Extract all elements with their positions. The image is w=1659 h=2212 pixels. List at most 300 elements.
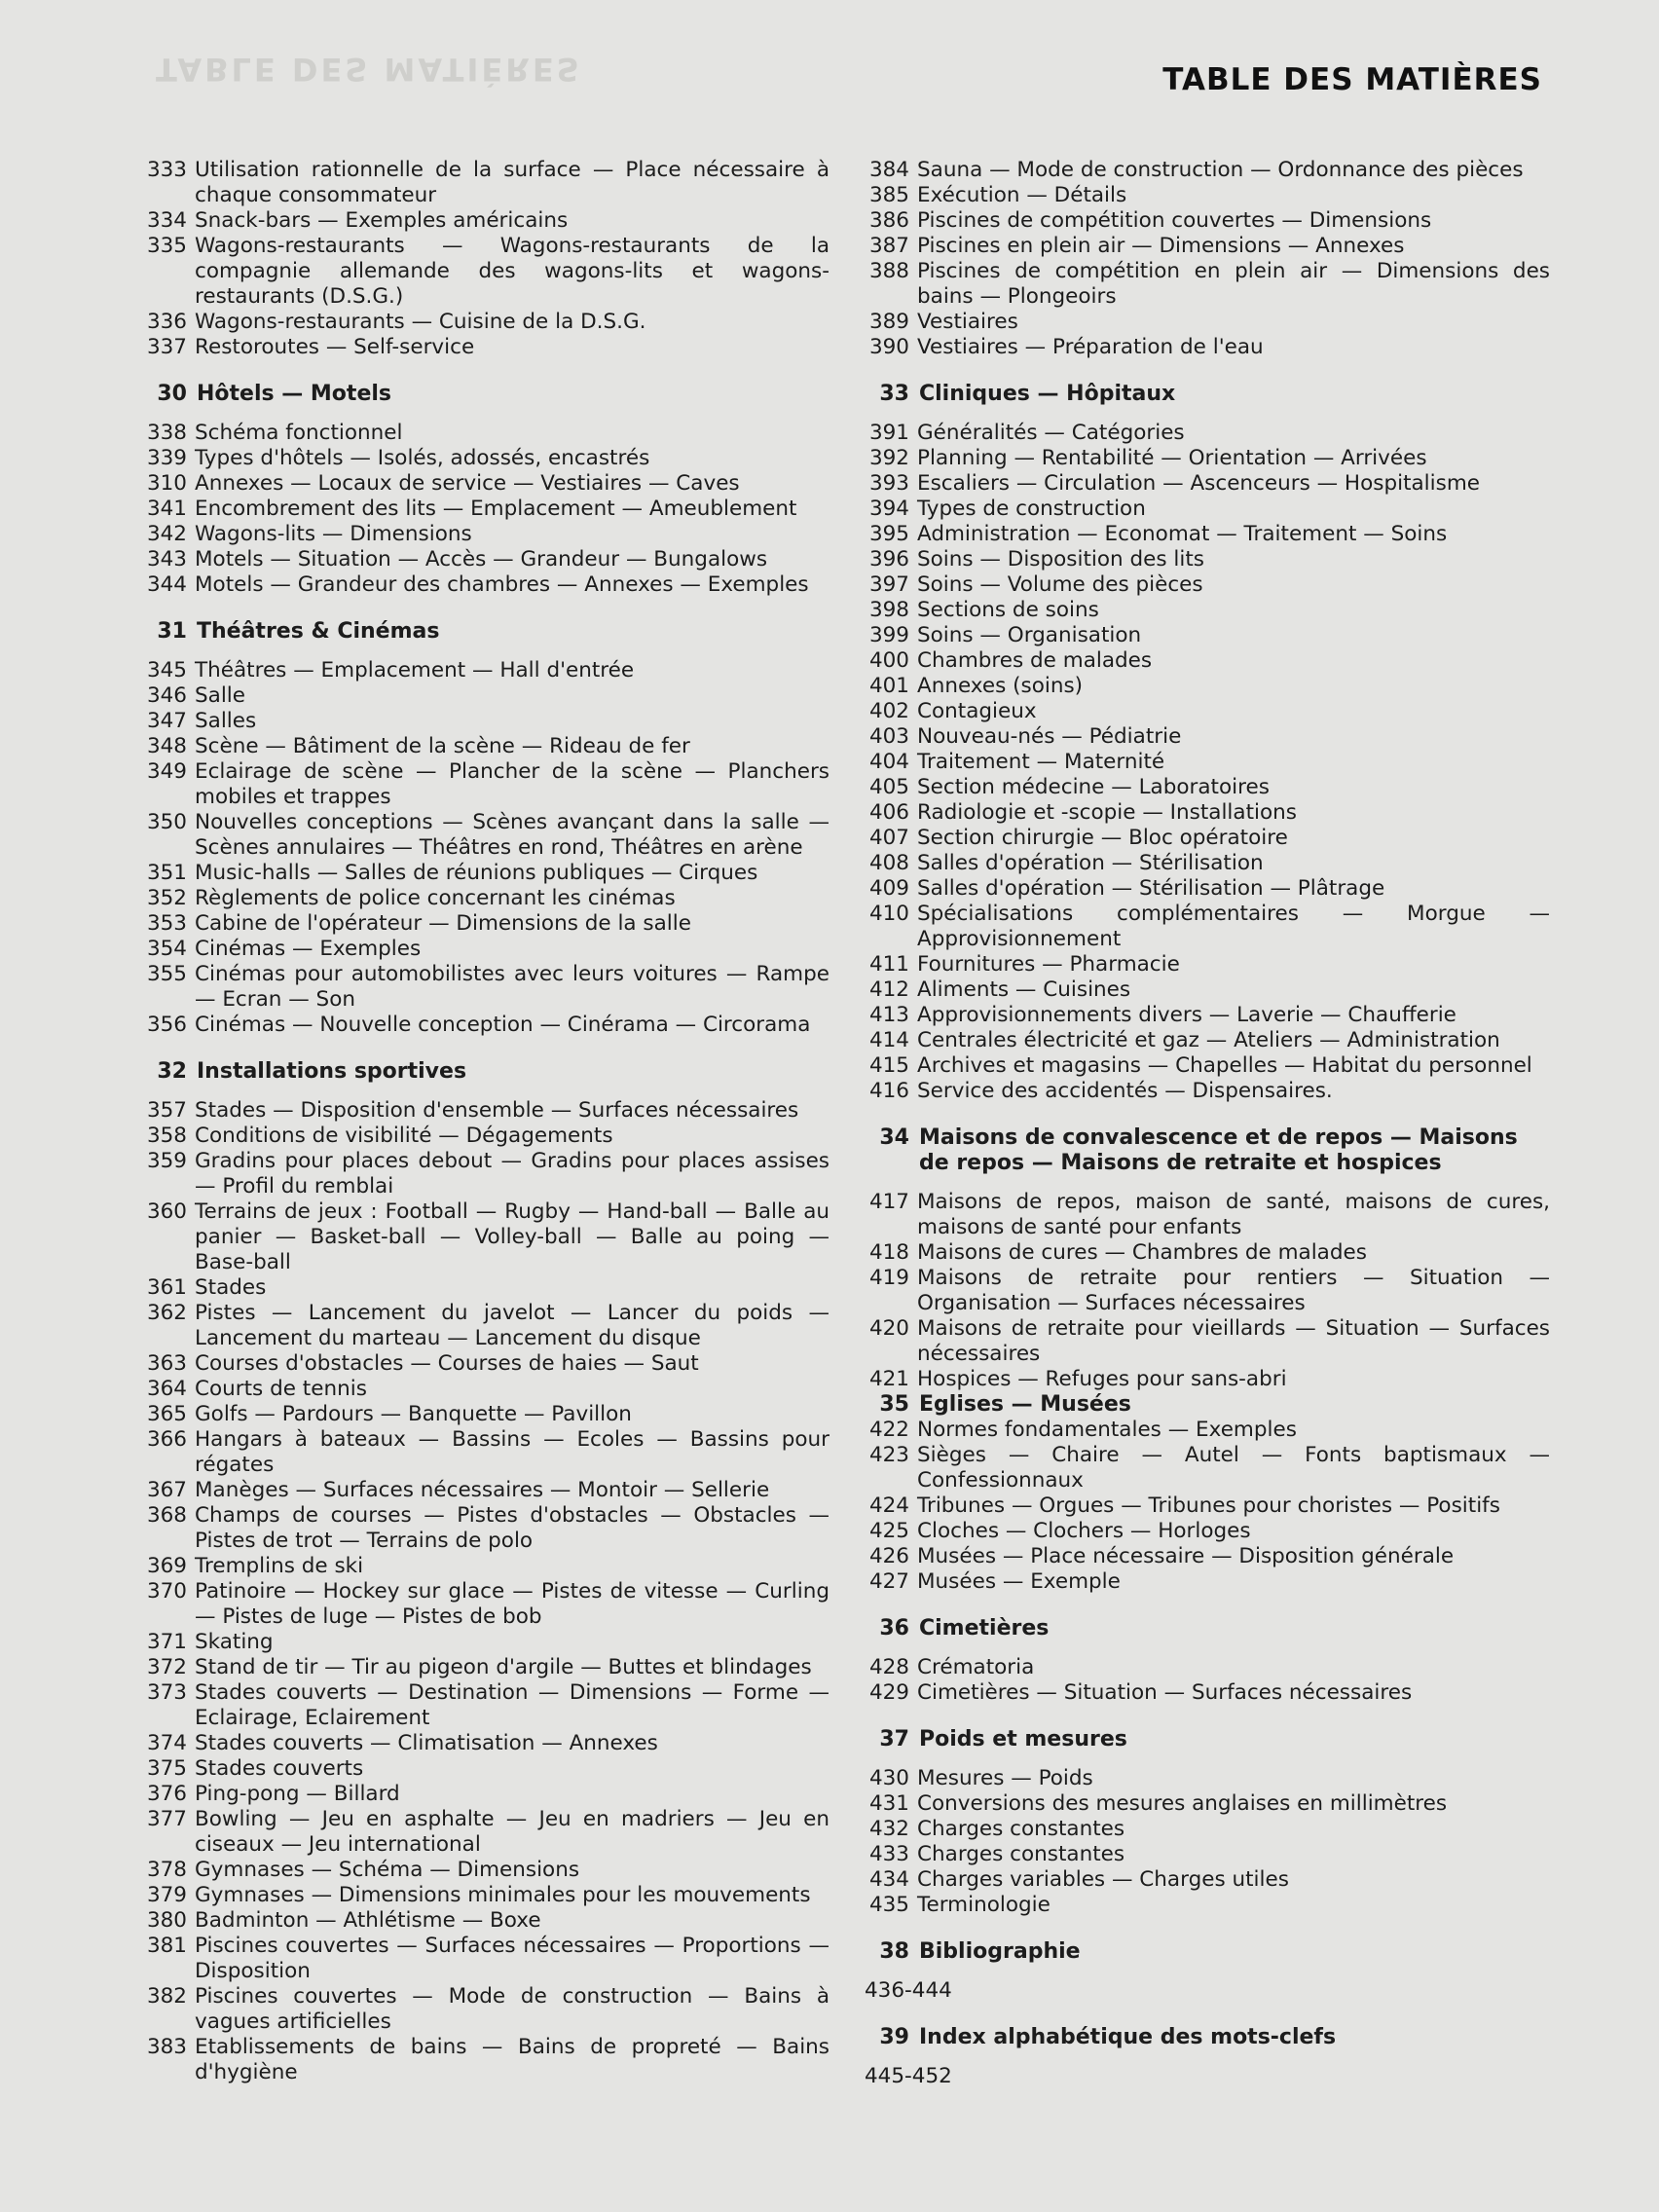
- entry-text: Motels — Situation — Accès — Grandeur — Bungalows: [195, 547, 768, 571]
- toc-entry: [865, 497, 1550, 522]
- entry-number: 396: [868, 547, 909, 571]
- entry-number: 395: [868, 522, 909, 546]
- entry-text: Approvisionnements divers — Laverie — Chaufferie: [917, 1003, 1456, 1027]
- toc-entry: [865, 1519, 1550, 1544]
- toc-entry: [865, 1240, 1550, 1266]
- toc-entry: [142, 1275, 830, 1301]
- toc-entry: [142, 497, 830, 522]
- toc-entry: [142, 1199, 830, 1275]
- entry-text: Soins — Organisation: [917, 623, 1142, 647]
- toc-entry: [865, 471, 1550, 497]
- toc-entry: [865, 952, 1550, 977]
- section-number: 38: [879, 1939, 909, 1964]
- entry-text: Théâtres — Emplacement — Hall d'entrée: [195, 658, 635, 682]
- entry-number: 372: [146, 1655, 187, 1679]
- section-number: 32: [157, 1059, 187, 1084]
- entry-number: 414: [868, 1028, 909, 1052]
- section-title: Bibliographie: [919, 1939, 1081, 1964]
- toc-entry: [865, 183, 1550, 208]
- entry-text: Piscines couvertes — Mode de construction — Bains à vagues artificielles: [195, 1984, 830, 2034]
- section-heading: [142, 1059, 830, 1085]
- entry-text: Stand de tir — Tir au pigeon d'argile — Buttes et blindages: [195, 1655, 812, 1679]
- toc-entry: [865, 1766, 1550, 1791]
- entry-number: 416: [868, 1079, 909, 1103]
- toc-entry: [142, 1301, 830, 1351]
- entry-text: Sièges — Chaire — Autel — Fonts baptismaux — Confessionnaux: [917, 1443, 1550, 1493]
- entry-text: Champs de courses — Pistes d'obstacles — Obstacles — Pistes de trot — Terrains de polo: [195, 1503, 830, 1553]
- entry-number: 371: [146, 1630, 187, 1654]
- section-title: Eglises — Musées: [919, 1392, 1131, 1417]
- entry-text: Hospices — Refuges pour sans-abri: [917, 1367, 1287, 1391]
- entry-number: 408: [868, 851, 909, 875]
- toc-entry: [142, 1934, 830, 1984]
- entry-number: 380: [146, 1908, 187, 1933]
- entry-number: 345: [146, 658, 187, 682]
- entry-number: 310: [146, 471, 187, 496]
- entry-text: Piscines de compétition couvertes — Dimensions: [917, 208, 1432, 233]
- entry-text: Charges constantes: [917, 1842, 1125, 1866]
- entry-text: Stades couverts — Climatisation — Annexes: [195, 1731, 658, 1755]
- toc-entry: [865, 598, 1550, 623]
- entry-number: 360: [146, 1199, 187, 1224]
- entry-text: Types d'hôtels — Isolés, adossés, encastrés: [195, 446, 650, 470]
- toc-entry: [142, 547, 830, 572]
- toc-entry: [865, 800, 1550, 826]
- toc-entry: [142, 1579, 830, 1630]
- entry-number: 427: [868, 1569, 909, 1594]
- entry-number: 401: [868, 674, 909, 698]
- entry-text: Motels — Grandeur des chambres — Annexes — Exemples: [195, 572, 809, 597]
- toc-entry: [865, 1316, 1550, 1367]
- entry-number: 429: [868, 1680, 909, 1705]
- entry-text: Restoroutes — Self-service: [195, 335, 475, 359]
- entry-text: Maisons de retraite pour rentiers — Situation — Organisation — Surfaces nécessaires: [917, 1266, 1550, 1315]
- entry-text: Eclairage de scène — Plancher de la scène — Planchers mobiles et trappes: [195, 759, 830, 809]
- entry-number: 397: [868, 572, 909, 597]
- entry-number: 419: [868, 1266, 909, 1290]
- toc-entry: [865, 259, 1550, 310]
- page-range: 436-444: [865, 1978, 952, 2003]
- toc-entry: [865, 1443, 1550, 1493]
- entry-number: 383: [146, 2035, 187, 2059]
- entry-text: Cloches — Clochers — Horloges: [917, 1519, 1251, 1543]
- toc-entry: [142, 446, 830, 471]
- toc-entry: [865, 623, 1550, 648]
- entry-number: 428: [868, 1655, 909, 1679]
- toc-entry: [865, 208, 1550, 234]
- entry-number: 423: [868, 1443, 909, 1467]
- toc-entry: [142, 310, 830, 335]
- entry-text: Annexes (soins): [917, 674, 1084, 698]
- entry-number: 425: [868, 1519, 909, 1543]
- entry-number: 334: [146, 208, 187, 233]
- entry-number: 406: [868, 800, 909, 825]
- entry-text: Mesures — Poids: [917, 1766, 1093, 1790]
- page-range: 445-452: [865, 2064, 952, 2088]
- entry-number: 374: [146, 1731, 187, 1755]
- section-heading: [865, 1727, 1550, 1752]
- toc-entry: [142, 1377, 830, 1402]
- toc-entry: [142, 1098, 830, 1124]
- toc-entry: [142, 1883, 830, 1908]
- entry-text: Skating: [195, 1630, 274, 1654]
- toc-entry: [865, 977, 1550, 1003]
- entry-text: Maisons de retraite pour vieillards — Situation — Surfaces nécessaires: [917, 1316, 1550, 1366]
- entry-text: Hangars à bateaux — Bassins — Ecoles — Bassins pour régates: [195, 1427, 830, 1477]
- entry-text: Sauna — Mode de construction — Ordonnance des pièces: [917, 158, 1524, 182]
- entry-text: Traitement — Maternité: [917, 750, 1165, 774]
- section-number: 37: [879, 1727, 909, 1751]
- entry-number: 435: [868, 1893, 909, 1917]
- toc-entry: [865, 724, 1550, 750]
- entry-text: Cimetières — Situation — Surfaces nécessaires: [917, 1680, 1413, 1705]
- entry-text: Piscines de compétition en plein air — Dimensions des bains — Plongeoirs: [917, 259, 1550, 309]
- section-heading: [865, 2025, 1550, 2050]
- section-heading: [865, 1616, 1550, 1641]
- entry-text: Tribunes — Orgues — Tribunes pour choristes — Positifs: [917, 1493, 1500, 1518]
- toc-entry: [865, 421, 1550, 446]
- entry-number: 377: [146, 1807, 187, 1831]
- entry-text: Nouvelles conceptions — Scènes avançant dans la salle — Scènes annulaires — Théâtres en rond, Théâtres en arène: [195, 810, 830, 860]
- entry-text: Radiologie et -scopie — Installations: [917, 800, 1297, 825]
- entry-number: 339: [146, 446, 187, 470]
- section-heading: [142, 619, 830, 645]
- entry-number: 351: [146, 861, 187, 885]
- toc-entry: [865, 1266, 1550, 1316]
- section-number: 34: [879, 1125, 909, 1150]
- entry-number: 398: [868, 598, 909, 622]
- toc-entry: [865, 1817, 1550, 1842]
- toc-entry: [865, 234, 1550, 259]
- entry-text: Patinoire — Hockey sur glace — Pistes de vitesse — Curling — Pistes de luge — Pistes de bob: [195, 1579, 830, 1629]
- entry-number: 421: [868, 1367, 909, 1391]
- toc-entry: [865, 1053, 1550, 1079]
- toc-entry: [865, 1569, 1550, 1595]
- toc-entry: [142, 709, 830, 734]
- entry-number: 337: [146, 335, 187, 359]
- entry-number: 407: [868, 826, 909, 850]
- toc-entry: [865, 648, 1550, 674]
- entry-text: Etablissements de bains — Bains de propreté — Bains d'hygiène: [195, 2035, 830, 2084]
- entry-number: 422: [868, 1418, 909, 1442]
- entry-number: 362: [146, 1301, 187, 1325]
- entry-number: 415: [868, 1053, 909, 1078]
- toc-entry: [142, 572, 830, 598]
- entry-number: 368: [146, 1503, 187, 1528]
- toc-entry: [865, 1867, 1550, 1893]
- toc-entry: [142, 522, 830, 547]
- toc-entry: [142, 158, 830, 208]
- toc-entry: [865, 1655, 1550, 1680]
- entry-number: 370: [146, 1579, 187, 1604]
- toc-entry: [142, 471, 830, 497]
- entry-number: 426: [868, 1544, 909, 1568]
- section-title: Poids et mesures: [919, 1727, 1127, 1751]
- entry-text: Contagieux: [917, 699, 1037, 723]
- toc-entry: [865, 547, 1550, 572]
- toc-entry: [865, 446, 1550, 471]
- entry-text: Centrales électricité et gaz — Ateliers — Administration: [917, 1028, 1500, 1052]
- entry-text: Règlements de police concernant les cinémas: [195, 886, 676, 910]
- section-number: 36: [879, 1616, 909, 1641]
- entry-number: 354: [146, 937, 187, 961]
- entry-text: Conversions des mesures anglaises en millimètres: [917, 1791, 1448, 1816]
- toc-entry: [865, 699, 1550, 724]
- entry-text: Charges variables — Charges utiles: [917, 1867, 1289, 1892]
- toc-entry: [142, 1351, 830, 1377]
- entry-number: 417: [868, 1190, 909, 1214]
- toc-entry: [865, 310, 1550, 335]
- entry-number: 400: [868, 648, 909, 673]
- entry-number: 385: [868, 183, 909, 207]
- entry-number: 392: [868, 446, 909, 470]
- section-heading: [865, 382, 1550, 407]
- toc-entry: [142, 2035, 830, 2085]
- toc-entry: [865, 1493, 1550, 1519]
- entry-number: 410: [868, 902, 909, 926]
- entry-number: 378: [146, 1858, 187, 1882]
- toc-entry: [142, 1478, 830, 1503]
- toc-entry: [142, 861, 830, 886]
- entry-number: 388: [868, 259, 909, 283]
- toc-entry: [865, 158, 1550, 183]
- entry-text: Gymnases — Dimensions minimales pour les mouvements: [195, 1883, 811, 1907]
- section-title: Index alphabétique des mots-clefs: [919, 2025, 1337, 2049]
- toc-entry: [142, 1984, 830, 2035]
- toc-entry: [142, 658, 830, 683]
- toc-entry: [142, 1427, 830, 1478]
- entry-number: 403: [868, 724, 909, 749]
- entry-number: 430: [868, 1766, 909, 1790]
- entry-number: 376: [146, 1782, 187, 1806]
- entry-number: 409: [868, 876, 909, 901]
- toc-entry: [865, 826, 1550, 851]
- section-number: 33: [879, 382, 909, 406]
- section-title: Maisons de convalescence et de repos — Maisons de repos — Maisons de retraite et hospices: [919, 1125, 1518, 1175]
- toc-entry: [865, 851, 1550, 876]
- entry-text: Courts de tennis: [195, 1377, 367, 1401]
- toc-entry: [142, 734, 830, 759]
- entry-number: 358: [146, 1124, 187, 1148]
- entry-text: Nouveau-nés — Pédiatrie: [917, 724, 1182, 749]
- toc-entry: [142, 1124, 830, 1149]
- entry-number: 402: [868, 699, 909, 723]
- toc-entry: [142, 234, 830, 310]
- entry-number: 393: [868, 471, 909, 496]
- entry-text: Soins — Disposition des lits: [917, 547, 1204, 571]
- toc-entry: [865, 674, 1550, 699]
- entry-number: 355: [146, 962, 187, 986]
- toc-entry: [865, 1544, 1550, 1569]
- entry-text: Cabine de l'opérateur — Dimensions de la salle: [195, 911, 691, 936]
- toc-entry: [142, 1554, 830, 1579]
- entry-number: 344: [146, 572, 187, 597]
- entry-text: Ping-pong — Billard: [195, 1782, 400, 1806]
- entry-number: 365: [146, 1402, 187, 1426]
- entry-text: Wagons-restaurants — Wagons-restaurants de la compagnie allemande des wagons-lits et wagons-restaurants (D.S.G.): [195, 234, 830, 309]
- entry-text: Gymnases — Schéma — Dimensions: [195, 1858, 580, 1882]
- entry-number: 346: [146, 683, 187, 708]
- toc-entry: [142, 1858, 830, 1883]
- entry-text: Cinémas pour automobilistes avec leurs voitures — Rampe — Ecran — Son: [195, 962, 830, 1012]
- entry-number: 343: [146, 547, 187, 571]
- entry-number: 335: [146, 234, 187, 258]
- toc-entry: [865, 1791, 1550, 1817]
- entry-text: Maisons de cures — Chambres de malades: [917, 1240, 1367, 1265]
- entry-number: 387: [868, 234, 909, 258]
- entry-text: Schéma fonctionnel: [195, 421, 403, 445]
- entry-number: 411: [868, 952, 909, 977]
- entry-text: Charges constantes: [917, 1817, 1125, 1841]
- entry-text: Aliments — Cuisines: [917, 977, 1131, 1002]
- toc-entry: [142, 421, 830, 446]
- entry-number: 379: [146, 1883, 187, 1907]
- section-number: 30: [157, 382, 187, 406]
- entry-text: Badminton — Athlétisme — Boxe: [195, 1908, 541, 1933]
- entry-text: Escaliers — Circulation — Ascenceurs — Hospitalisme: [917, 471, 1481, 496]
- entry-text: Encombrement des lits — Emplacement — Ameublement: [195, 497, 797, 521]
- toc-entry: [865, 876, 1550, 902]
- toc-entry: [142, 1402, 830, 1427]
- bleed-through-title: TABLE DES MATIÈRES: [156, 51, 582, 88]
- entry-number: 381: [146, 1934, 187, 1958]
- toc-entry: [142, 962, 830, 1013]
- entry-text: Courses d'obstacles — Courses de haies — Saut: [195, 1351, 699, 1376]
- entry-text: Gradins pour places debout — Gradins pour places assises — Profil du remblai: [195, 1149, 830, 1198]
- entry-text: Stades — Disposition d'ensemble — Surfaces nécessaires: [195, 1098, 799, 1123]
- entry-number: 413: [868, 1003, 909, 1027]
- toc-entry: [142, 1731, 830, 1756]
- entry-text: Pistes — Lancement du javelot — Lancer du poids — Lancement du marteau — Lancement du disque: [195, 1301, 830, 1350]
- entry-number: 389: [868, 310, 909, 334]
- entry-text: Wagons-lits — Dimensions: [195, 522, 472, 546]
- section-number: 39: [879, 2025, 909, 2049]
- entry-text: Section chirurgie — Bloc opératoire: [917, 826, 1288, 850]
- toc-entry: [142, 1680, 830, 1731]
- entry-number: 356: [146, 1013, 187, 1037]
- toc-entry: [142, 335, 830, 360]
- toc-entry: [142, 1655, 830, 1680]
- entry-text: Normes fondamentales — Exemples: [917, 1418, 1297, 1442]
- entry-text: Snack-bars — Exemples américains: [195, 208, 569, 233]
- toc-entry: [865, 522, 1550, 547]
- entry-text: Sections de soins: [917, 598, 1099, 622]
- entry-text: Types de construction: [917, 497, 1146, 521]
- page-title: TABLE DES MATIÈRES: [1162, 62, 1542, 97]
- entry-text: Soins — Volume des pièces: [917, 572, 1203, 597]
- toc-column-left: [142, 158, 830, 2085]
- entry-text: Salles: [195, 709, 257, 733]
- entry-number: 375: [146, 1756, 187, 1781]
- entry-number: 342: [146, 522, 187, 546]
- toc-entry: [865, 1842, 1550, 1867]
- entry-text: Vestiaires — Préparation de l'eau: [917, 335, 1264, 359]
- entry-text: Stades couverts: [195, 1756, 364, 1781]
- entry-number: 424: [868, 1493, 909, 1518]
- entry-text: Piscines couvertes — Surfaces nécessaires — Proportions — Disposition: [195, 1934, 830, 1983]
- section-heading: [865, 1939, 1550, 1965]
- entry-number: 418: [868, 1240, 909, 1265]
- entry-number: 353: [146, 911, 187, 936]
- entry-number: 394: [868, 497, 909, 521]
- entry-number: 373: [146, 1680, 187, 1705]
- toc-entry: [142, 911, 830, 937]
- toc-entry: [142, 886, 830, 911]
- section-number: 31: [157, 619, 187, 644]
- entry-number: 404: [868, 750, 909, 774]
- entry-text: Utilisation rationnelle de la surface — Place nécessaire à chaque consommateur: [195, 158, 830, 207]
- toc-entry: [865, 750, 1550, 775]
- entry-text: Spécialisations complémentaires — Morgue — Approvisionnement: [917, 902, 1550, 951]
- entry-number: 333: [146, 158, 187, 182]
- entry-number: 420: [868, 1316, 909, 1341]
- section-title: Hôtels — Motels: [197, 382, 391, 406]
- entry-text: Cinémas — Exemples: [195, 937, 422, 961]
- entry-text: Chambres de malades: [917, 648, 1153, 673]
- entry-text: Terrains de jeux : Football — Rugby — Hand-ball — Balle au panier — Basket-ball — Volley-ball — Balle au poing — Base-ball: [195, 1199, 830, 1274]
- entry-text: Salles d'opération — Stérilisation: [917, 851, 1264, 875]
- entry-text: Salles d'opération — Stérilisation — Plâtrage: [917, 876, 1385, 901]
- entry-text: Tremplins de ski: [195, 1554, 364, 1578]
- entry-number: 357: [146, 1098, 187, 1123]
- toc-entry: [142, 1013, 830, 1038]
- section-title: Cliniques — Hôpitaux: [919, 382, 1176, 406]
- entry-text: Wagons-restaurants — Cuisine de la D.S.G.: [195, 310, 646, 334]
- entry-number: 412: [868, 977, 909, 1002]
- entry-number: 434: [868, 1867, 909, 1892]
- toc-entry: [865, 1190, 1550, 1240]
- toc-entry: [142, 1782, 830, 1807]
- entry-text: Exécution — Détails: [917, 183, 1127, 207]
- entry-number: 405: [868, 775, 909, 799]
- entry-number: 431: [868, 1791, 909, 1816]
- toc-entry: [142, 759, 830, 810]
- entry-number: 348: [146, 734, 187, 758]
- toc-entry: [865, 1003, 1550, 1028]
- toc-entry: [142, 1908, 830, 1934]
- toc-entry: [865, 775, 1550, 800]
- section-heading: [142, 382, 830, 407]
- entry-text: Conditions de visibilité — Dégagements: [195, 1124, 613, 1148]
- section-title: Théâtres & Cinémas: [197, 619, 440, 644]
- toc-entry: [142, 1807, 830, 1858]
- entry-number: 359: [146, 1149, 187, 1173]
- toc-entry: [142, 810, 830, 861]
- toc-entry: [865, 902, 1550, 952]
- entry-number: 366: [146, 1427, 187, 1452]
- entry-text: Bowling — Jeu en asphalte — Jeu en madriers — Jeu en ciseaux — Jeu international: [195, 1807, 830, 1857]
- section-heading: [865, 1392, 1550, 1418]
- entry-text: Stades couverts — Destination — Dimensions — Forme — Eclairage, Eclairement: [195, 1680, 830, 1730]
- toc-entry: [865, 1893, 1550, 1918]
- entry-text: Cinémas — Nouvelle conception — Cinérama — Circorama: [195, 1013, 811, 1037]
- toc-entry: [142, 1756, 830, 1782]
- entry-number: 369: [146, 1554, 187, 1578]
- entry-text: Crématoria: [917, 1655, 1035, 1679]
- entry-number: 350: [146, 810, 187, 834]
- entry-number: 341: [146, 497, 187, 521]
- toc-entry: [865, 1367, 1550, 1392]
- toc-entry: [865, 572, 1550, 598]
- section-title: Installations sportives: [197, 1059, 467, 1084]
- entry-number: 367: [146, 1478, 187, 1502]
- entry-text: Archives et magasins — Chapelles — Habitat du personnel: [917, 1053, 1532, 1078]
- entry-text: Music-halls — Salles de réunions publiques — Cirques: [195, 861, 758, 885]
- toc-entry: [142, 683, 830, 709]
- entry-text: Planning — Rentabilité — Orientation — Arrivées: [917, 446, 1427, 470]
- toc-entry: [142, 1630, 830, 1655]
- entry-text: Manèges — Surfaces nécessaires — Montoir — Sellerie: [195, 1478, 770, 1502]
